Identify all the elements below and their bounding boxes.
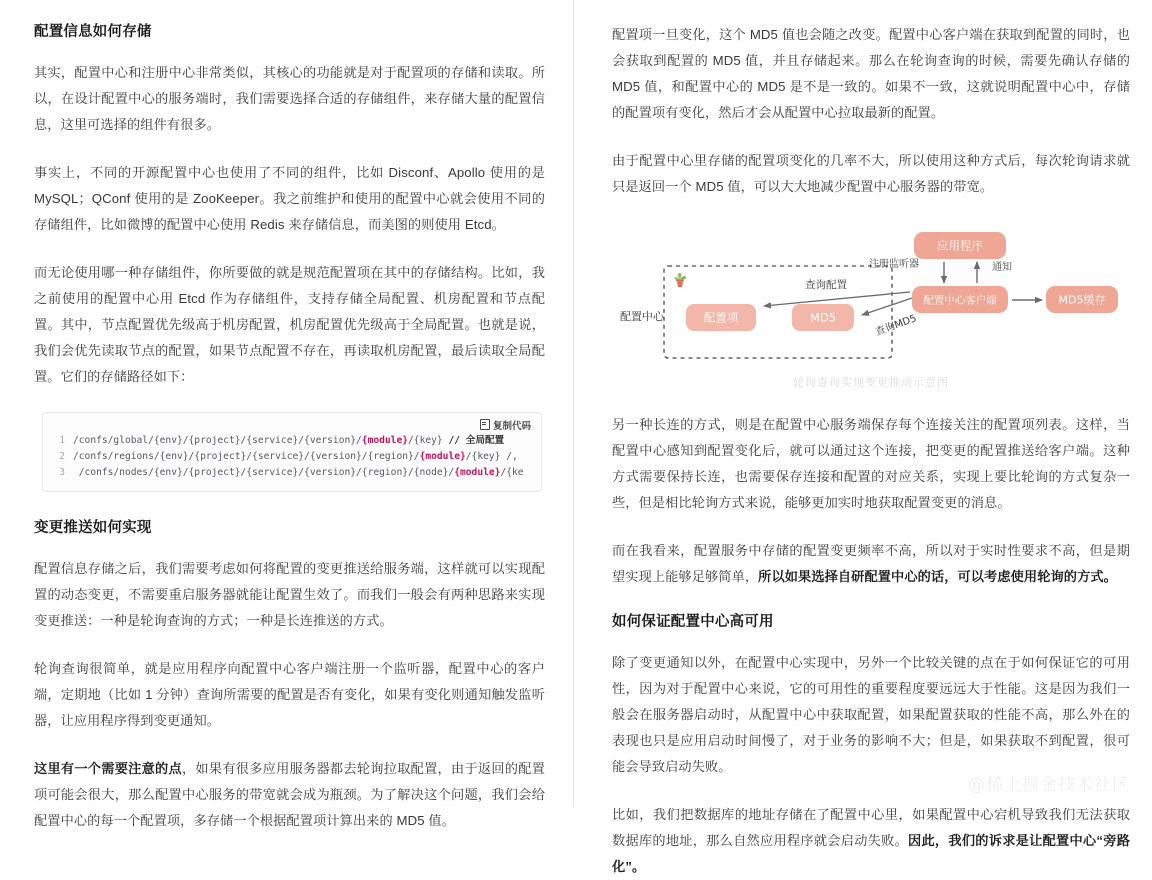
paragraph-3: 而无论使用哪一种存储组件，你所要做的就是规范配置项在其中的存储结构。比如，我之前使用的配置中心用 Etcd 作为存储组件，支持存储全局配置、机房配置和节点配置。其中，节点配置优先级高于机房配置，机房配置优先级高于全局配置。也就是说，我们会优先读取节点的配置，如果节点配置不存在，再读取机房配置，最后读取全局配置。它们的存储路径如下： xyxy=(34,264,545,384)
right-paragraph-6 xyxy=(612,802,1130,880)
right-column xyxy=(574,0,1152,874)
code-line-number: 2 xyxy=(59,450,65,462)
code-token-comment: // 全局配置 xyxy=(448,434,505,446)
code-token-plain: /{key} xyxy=(408,434,449,446)
code-line xyxy=(43,449,541,465)
code-token-plain: /confs/global/{env}/{project}/{service}/{version}/ xyxy=(73,434,362,446)
right-paragraph-6-text: 比如，我们把数据库的地址存储在了配置中心里，如果配置中心宕机导致我们无法获取数据库的地址，那么自然应用程序就会启动失败。 xyxy=(612,806,1130,848)
paragraph-2: 事实上，不同的开源配置中心也使用了不同的组件，比如 Disconf、Apollo 使用的是 MySQL；QConf 使用的是 ZooKeeper。我之前维护和使用的配置中心就会使用不同的存储组件，比如微博的配置中心使用 Redis 来存储信息，而美图的则使用 Etcd。 xyxy=(34,164,545,232)
diagram-caption: 轮询查询实现变更推动示意图 xyxy=(793,377,949,389)
polling-push-diagram xyxy=(612,222,1130,390)
arrow-label-query-config: 查询配置 xyxy=(805,279,847,291)
paragraph-1: 其实，配置中心和注册中心非常类似，其核心的功能就是对于配置项的存储和读取。所以，在设计配置中心的服务端时，我们需要选择合适的存储组件，来存储大量的配置信息，这里可选择的组件有很多。 xyxy=(34,64,545,132)
box-config-item-label: 配置项 xyxy=(703,310,739,325)
code-line-number: 1 xyxy=(59,434,65,446)
arrow-label-notify: 通知 xyxy=(992,262,1012,273)
copy-code-label: 复制代码 xyxy=(492,420,531,432)
heading-how-push-implemented: 变更推送如何实现 xyxy=(34,519,152,536)
paragraph-6-text: ，如果有很多应用服务器都去轮询拉取配置，由于返回的配置项可能会很大，那么配置中心服务的带宽就会成为瓶颈。为了解决这个问题，我们会给配置中心的每一个配置项，多存储一个根据配置项计算出来的 MD5 值。 xyxy=(34,760,545,828)
label-config-center: 配置中心 xyxy=(620,310,664,323)
code-lines xyxy=(43,433,541,481)
code-token-module: {module} xyxy=(419,450,466,462)
heading-how-config-stored: 配置信息如何存储 xyxy=(34,24,152,40)
paragraph-4: 配置信息存储之后，我们需要考虑如何将配置的变更推送给服务端，这样就可以实现配置的动态变更，不需要重启服务器就能让配置生效了。而我们一般会有两种思路来实现变更推送：一种是轮询查询的方式；一种是长连推送的方式。 xyxy=(34,560,545,628)
code-line xyxy=(43,465,541,481)
box-application-label: 应用程序 xyxy=(937,238,983,253)
right-paragraph-6-emphasis: 因此，我们的诉求是让配置中心“旁路化”。 xyxy=(612,832,1130,874)
code-token-plain: /confs/regions/{env}/{project}/{service}/{version}/{region}/ xyxy=(73,450,420,462)
arrow-query-config xyxy=(764,292,910,306)
right-paragraph-4-emphasis: 所以如果选择自研配置中心的话，可以考虑使用轮询的方式。 xyxy=(758,569,1117,584)
paragraph-6 xyxy=(34,756,545,834)
code-token-plain: /{key} /, xyxy=(465,450,518,462)
right-paragraph-2: 由于配置中心里存储的配置项变化的几率不大，所以使用这种方式后，每次轮询请求就只是返回一个 MD5 值，可以大大地减少配置中心服务器的带宽。 xyxy=(612,153,1130,194)
code-token-plain: /{ke xyxy=(500,466,524,478)
right-paragraph-4-text: 而在我看来，配置服务中存储的配置变更频率不高，所以对于实时性要求不高，但是期望实现上能够足够简单， xyxy=(612,543,1130,584)
box-config-client-label: 配置中心客户端 xyxy=(923,294,997,307)
potted-plant-icon xyxy=(675,273,686,287)
right-paragraph-3: 另一种长连的方式，则是在配置中心服务端保存每个连接关注的配置项列表。这样，当配置中心感知到配置变化后，就可以通过这个连接，把变更的配置推送给客户端。这种方式需要保持长连，也需要保存连接和配置的对应关系，实现上要比轮询的方式复杂一些，但是相比轮询方式来说，能够更加实时地获取配置变更的消息。 xyxy=(612,417,1130,510)
code-token-module: {module} xyxy=(361,434,409,446)
box-md5-cache-label: MD5缓存 xyxy=(1058,293,1106,307)
code-token-plain: /confs/nodes/{env}/{project}/{service}/{version}/{region}/{node}/ xyxy=(73,466,455,478)
copy-code-button[interactable] xyxy=(480,418,531,432)
code-token-module: {module} xyxy=(454,466,501,478)
arrow-label-query-md5: 查询MD5 xyxy=(874,313,919,339)
diagram-svg xyxy=(612,222,1132,372)
paragraph-6-emphasis: 这里有一个需要注意的点 xyxy=(34,760,182,776)
right-paragraph-4 xyxy=(612,538,1130,590)
heading-high-availability: 如何保证配置中心高可用 xyxy=(612,614,774,630)
paragraph-5: 轮询查询很简单，就是应用程序向配置中心客户端注册一个监听器，配置中心的客户端，定期地（比如 1 分钟）查询所需要的配置是否有变化，如果有变化则通知触发监听器，让应用程序得到变更通知。 xyxy=(34,660,545,728)
site-watermark: @稀土掘金技术社区 xyxy=(968,775,1130,795)
right-paragraph-1: 配置项一旦变化，这个 MD5 值也会随之改变。配置中心客户端在获取到配置的同时，也会获取到配置的 MD5 值，并且存储起来。那么在轮询查询的时候，需要先确认存储的 MD5 值，和配置中心的 MD5 是不是一致的。如果不一致，这就说明配置中心中，存储的配置项有变化，然后才会从配置中心拉取最新的配置。 xyxy=(612,27,1130,120)
left-column xyxy=(0,0,573,828)
arrow-query-md5 xyxy=(862,298,912,315)
code-block xyxy=(42,412,542,492)
box-md5-label: MD5 xyxy=(809,310,837,325)
arrow-label-register: 注册监听器 xyxy=(869,259,919,270)
right-paragraph-5: 除了变更通知以外，在配置中心实现中，另外一个比较关键的点在于如何保证它的可用性，因为对于配置中心来说，它的可用性的重要程度要远远大于性能。这是因为我们一般会在服务器启动时，从配置中心中获取配置，如果配置获取的性能不高，那么外在的表现也只是应用启动时间慢了，对于业务的影响不大；但是，如果获取不到配置，很可能会导致启动失败。 xyxy=(612,654,1130,774)
code-line xyxy=(43,433,541,449)
clipboard-icon xyxy=(480,419,490,430)
code-line-number: 3 xyxy=(59,466,65,478)
